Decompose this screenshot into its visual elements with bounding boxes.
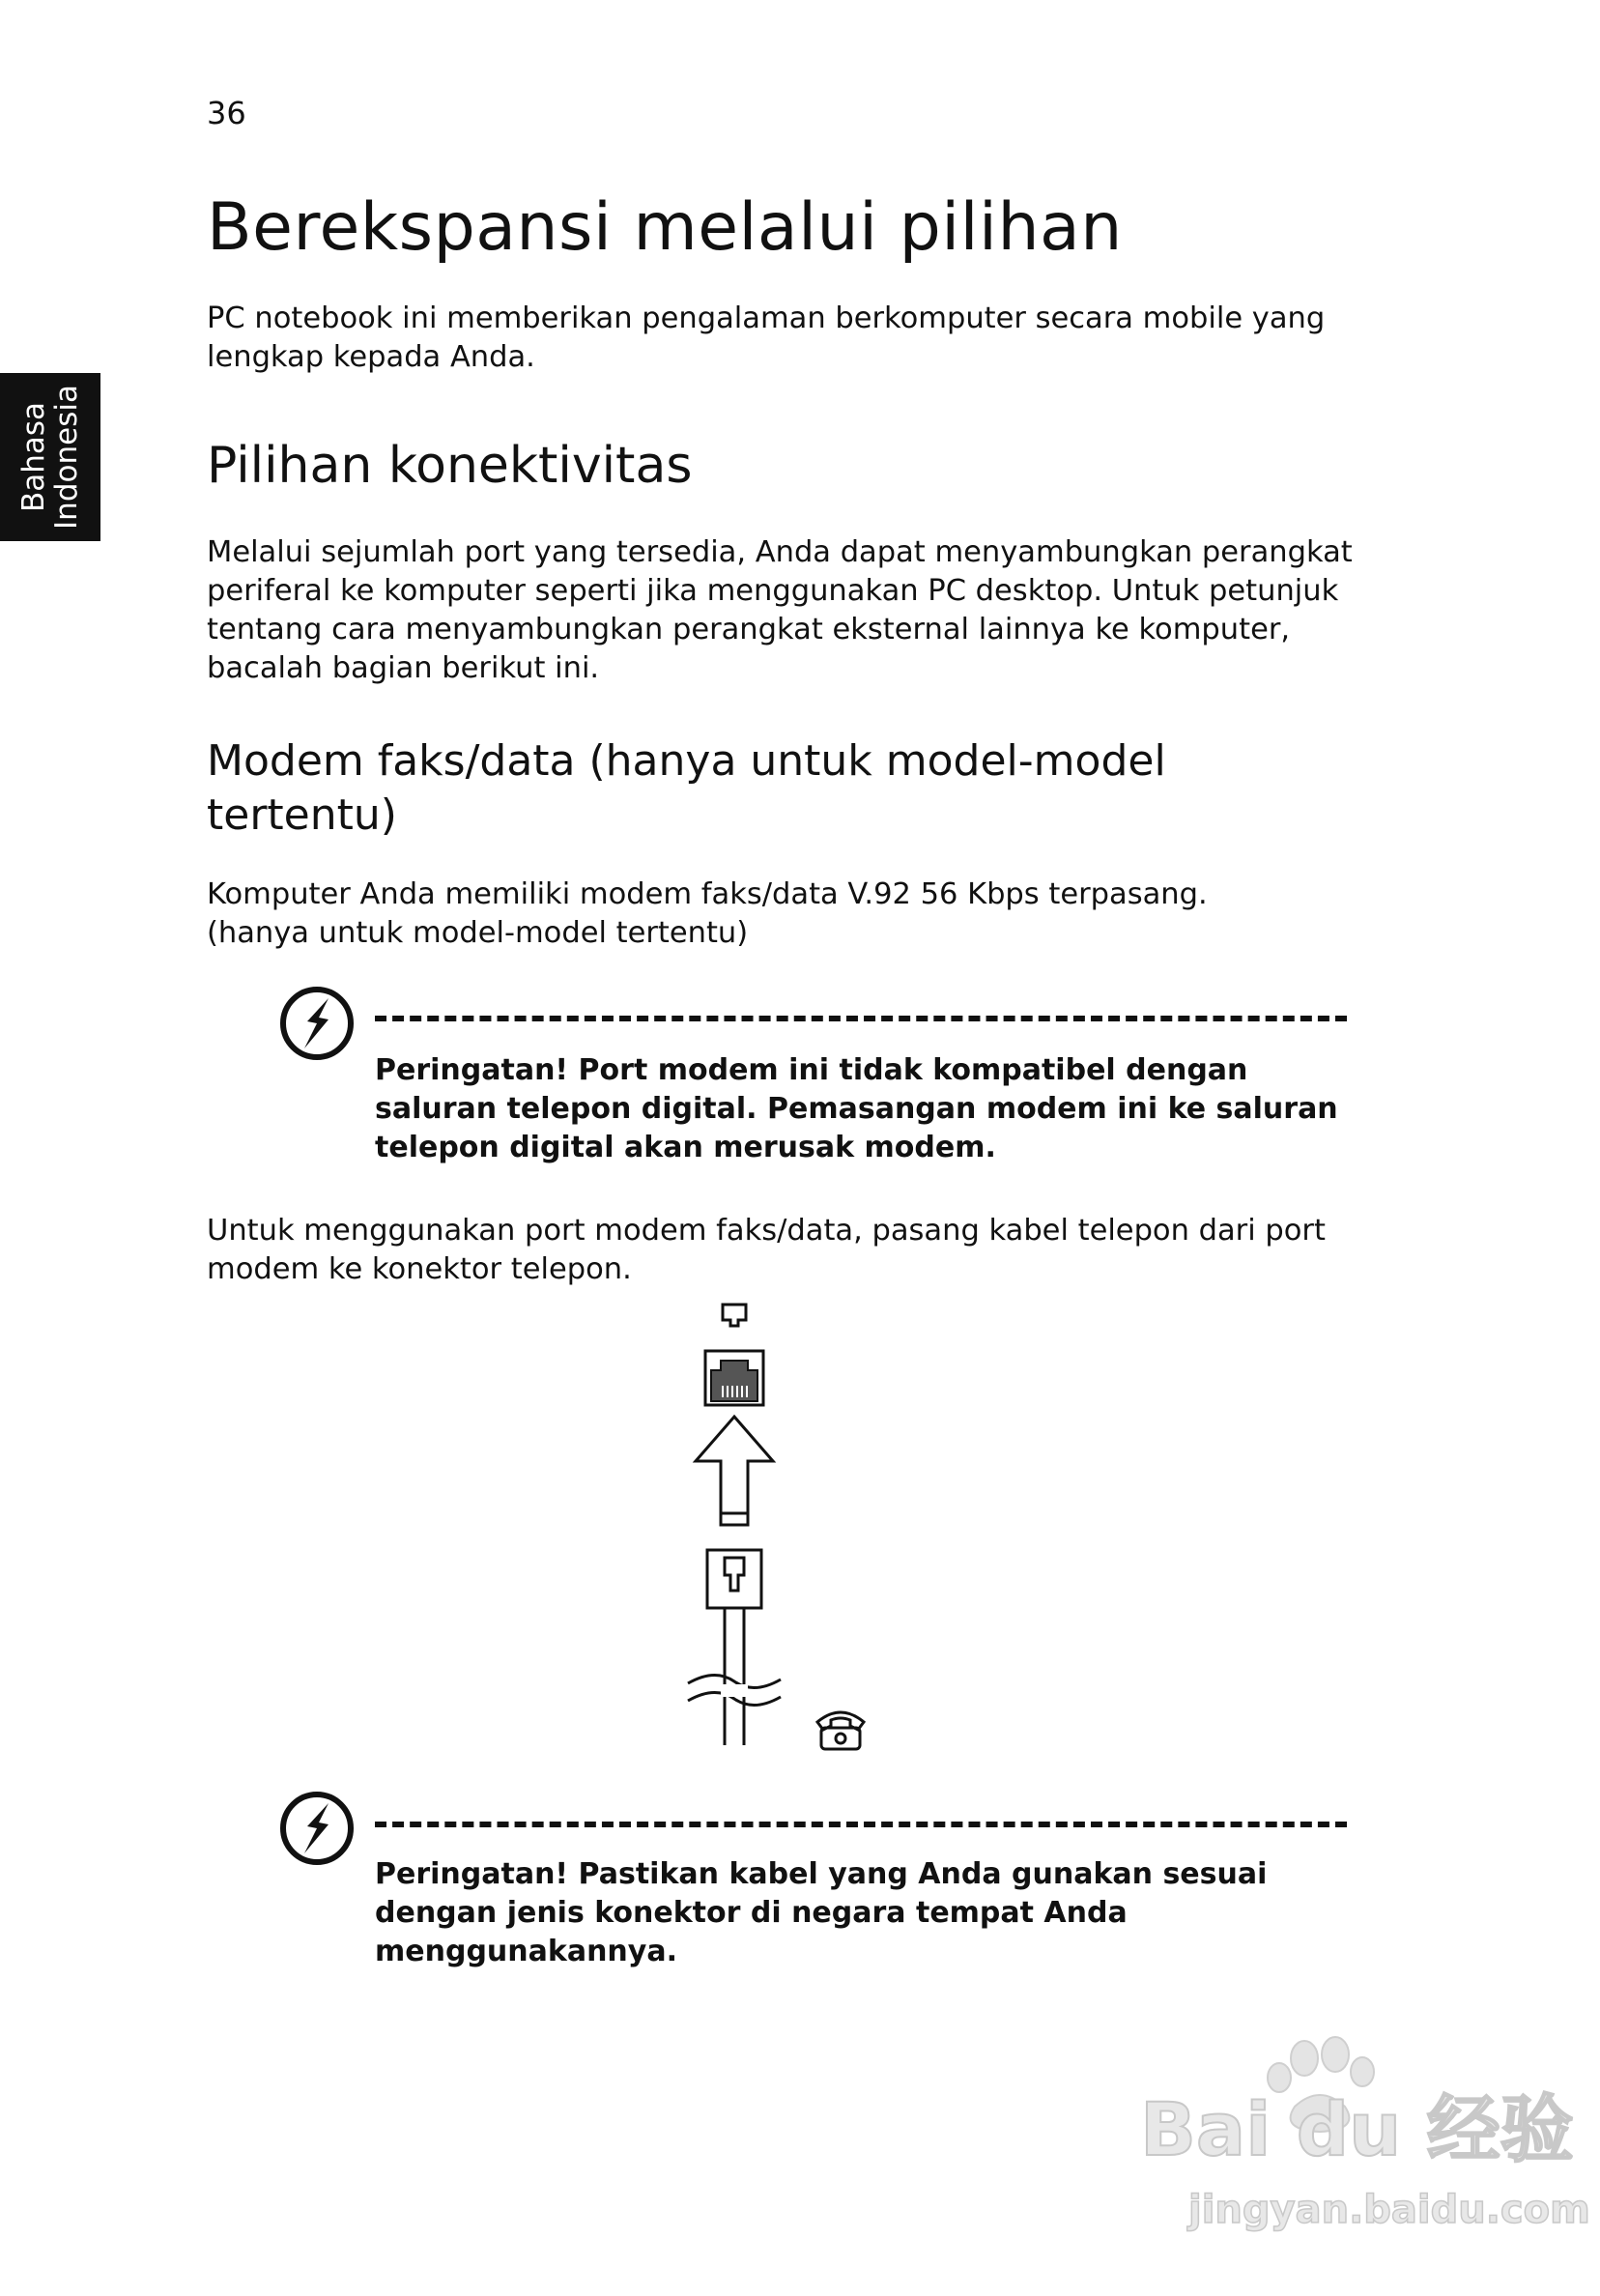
up-arrow-icon — [696, 1417, 773, 1525]
watermark-brand: Bai du 经验 — [1140, 2086, 1574, 2172]
connectivity-heading: Pilihan konektivitas — [207, 437, 693, 495]
page-number: 36 — [207, 95, 246, 131]
modem-line-2: (hanya untuk model-model tertentu) — [207, 916, 749, 950]
modem-heading: Modem faks/data (hanya untuk model-model tertentu) — [207, 736, 1166, 840]
warning-lightning-icon — [278, 985, 356, 1062]
language-side-tab — [0, 373, 100, 541]
page-title: Berekspansi melalui pilihan — [207, 189, 1123, 266]
side-tab-line-1: Bahasa — [16, 401, 51, 513]
warning-lightning-icon — [278, 1790, 356, 1867]
warning-text-2: Peringatan! Pastikan kabel yang Anda gunakan sesuai dengan jenis konektor di negara tempat Anda menggunakannya. — [375, 1857, 1268, 1968]
modem-line-1: Komputer Anda memiliki modem faks/data V.92 56 Kbps terpasang. — [207, 877, 1208, 911]
baidu-watermark — [1130, 2029, 1590, 2271]
telephone-icon — [817, 1712, 864, 1749]
modem-connection-diagram — [676, 1297, 889, 1761]
watermark-url: jingyan.baidu.com — [1188, 2188, 1590, 2232]
intro-paragraph: PC notebook ini memberikan pengalaman berkomputer secara mobile yang lengkap kepada Anda. — [207, 301, 1326, 374]
modem-port-icon — [723, 1305, 746, 1326]
modem-paragraph — [207, 875, 1405, 953]
connectivity-paragraph: Melalui sejumlah port yang tersedia, Anda dapat menyambungkan perangkat periferal ke komputer seperti jika menggunakan PC desktop. Untuk petunjuk tentang cara menyambungkan perangkat eksternal lainnya ke komputer, bacalah bagian berikut ini. — [207, 535, 1353, 685]
side-tab-line-2: Indonesia — [49, 385, 84, 530]
rj11-plug-icon — [688, 1550, 781, 1745]
rj11-port-icon — [705, 1351, 763, 1405]
warning-divider — [375, 1016, 1347, 1021]
instructions-paragraph: Untuk menggunakan port modem faks/data, pasang kabel telepon dari port modem ke konektor telepon. — [207, 1214, 1326, 1286]
warning-divider — [375, 1822, 1347, 1827]
warning-text-1: Peringatan! Port modem ini tidak kompatibel dengan saluran telepon digital. Pemasangan modem ini ke saluran telepon digital akan merusak modem. — [375, 1053, 1338, 1164]
